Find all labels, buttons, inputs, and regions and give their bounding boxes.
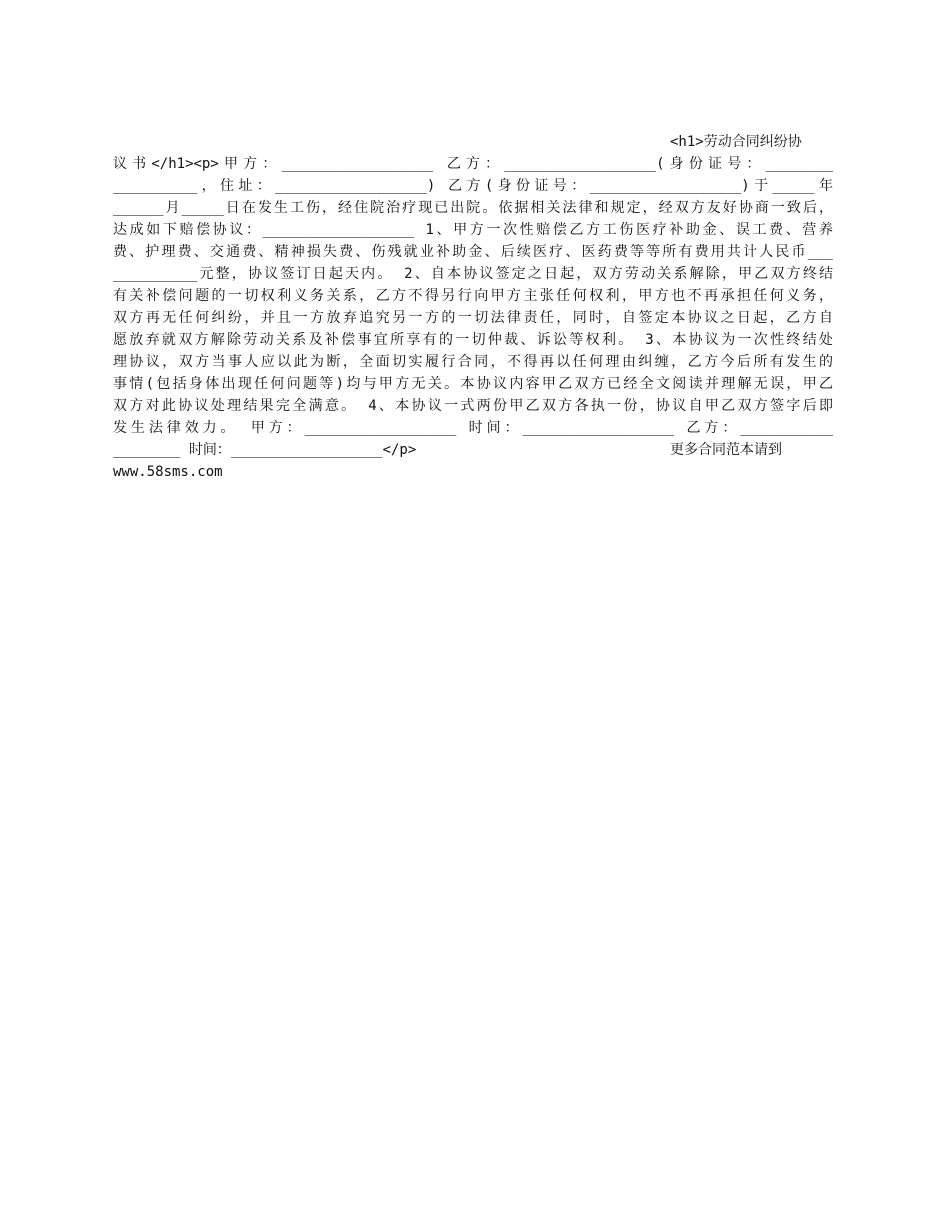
more-contracts-text: 更多合同范本请到 — [670, 442, 782, 458]
document-line: 有关补偿问题的一切权利义务关系，乙方不得另行向甲方主张任何权利，甲方也不再承担任何义务， — [113, 288, 833, 304]
document-line: ________ 时间：__________________</p> — [113, 442, 417, 458]
document-line: __________，住址：__________________) 乙方(身份证号：__________________)于_____年 — [113, 178, 833, 194]
document-line: 事情(包括身体出现任何问题等)均与甲方无关。本协议内容甲乙双方已经全文阅读并理解无误，甲乙 — [113, 376, 833, 392]
document-line: __________元整，协议签订日起天内。 2、自本协议签定之日起，双方劳动关系解除，甲乙双方终结 — [113, 266, 833, 282]
document-line: 议书</h1><p>甲方：__________________ 乙方：__________________(身份证号：________ — [113, 156, 833, 172]
document-line: 双方再无任何纠纷，并且一方放弃追究另一方的一切法律责任，同时，自签定本协议之日起，乙方自 — [113, 310, 833, 326]
document-line: 愿放弃就双方解除劳动关系及补偿事宜所享有的一切仲裁、诉讼等权利。 3、本协议为一次性终结处 — [113, 332, 833, 348]
document-title-fragment: <h1>劳动合同纠纷协 — [670, 134, 802, 150]
document-line: 费、护理费、交通费、精神损失费、伤残就业补助金、后续医疗、医药费等等所有费用共计人民币___ — [113, 244, 833, 260]
document-line: 理协议，双方当事人应以此为断，全面切实履行合同，不得再以任何理由纠缠，乙方今后所有发生的 — [113, 354, 833, 370]
document-line: ______月_____日在发生工伤，经住院治疗现已出院。依据相关法律和规定，经双方友好协商一致后， — [113, 200, 833, 216]
website-link[interactable]: www.58sms.com — [113, 464, 223, 480]
document-line: 达成如下赔偿协议：__________________ 1、甲方一次性赔偿乙方工伤医疗补助金、误工费、营养 — [113, 222, 833, 238]
document-line: 双方对此协议处理结果完全满意。 4、本协议一式两份甲乙双方各执一份，协议自甲乙双方签字后即 — [113, 398, 833, 414]
document-line: 发生法律效力。 甲方：__________________ 时间：__________________ 乙方：___________ — [113, 420, 833, 436]
